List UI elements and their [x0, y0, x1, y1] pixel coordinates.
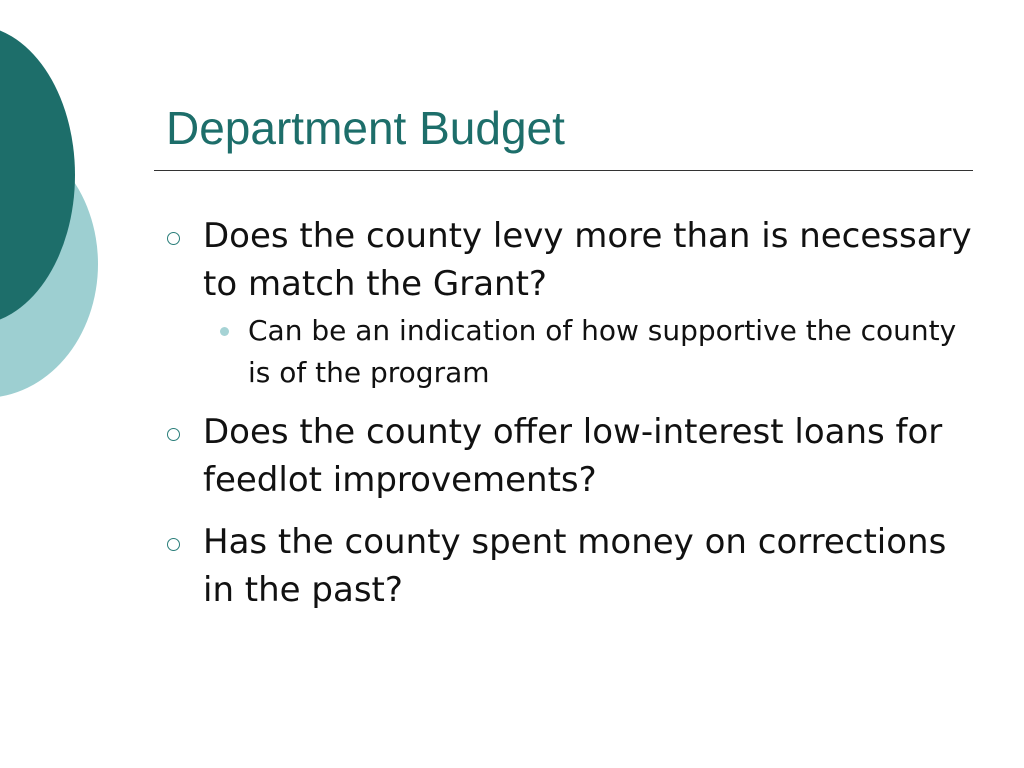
bullet-text: Does the county offer low-interest loans for feedlot improvements? — [203, 412, 943, 500]
slide-title: Department Budget — [166, 102, 565, 154]
sub-bullet-item — [203, 310, 980, 394]
bullet-text: Does the county levy more than is necessary to match the Grant? — [203, 216, 972, 304]
title-divider — [154, 170, 973, 171]
filled-dot-bullet-icon — [220, 327, 229, 336]
slide-content — [160, 212, 980, 628]
bullet-item — [160, 518, 980, 614]
bullet-item — [160, 408, 980, 504]
hollow-circle-bullet-icon — [167, 232, 180, 245]
sub-bullet-text: Can be an indication of how supportive the county is of the program — [248, 314, 957, 389]
bullet-item — [160, 212, 980, 308]
hollow-circle-bullet-icon — [167, 538, 180, 551]
bullet-text: Has the county spent money on corrections in the past? — [203, 522, 947, 610]
hollow-circle-bullet-icon — [167, 428, 180, 441]
